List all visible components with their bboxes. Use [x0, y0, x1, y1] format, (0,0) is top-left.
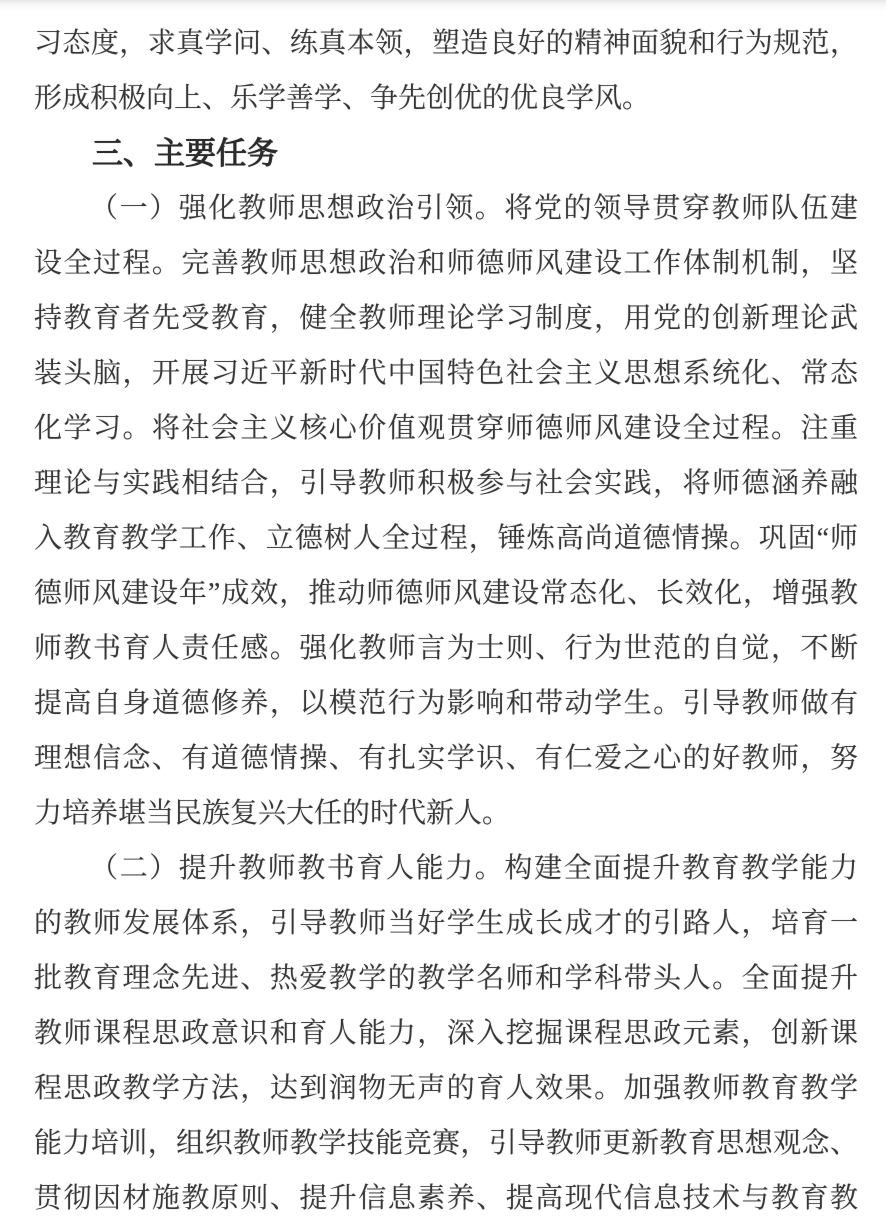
- text-line: 理想信念、有道德情操、有扎实学识、有仁爱之心的好教师，努: [34, 743, 858, 774]
- text-line: 师教书育人责任感。强化教师言为士则、行为世范的自觉，不断: [34, 633, 858, 664]
- text-line: 提高自身道德修养，以模范行为影响和带动学生。引导教师做有: [34, 688, 858, 719]
- text-line: （一）强化教师思想政治引领。将党的领导贯穿教师队伍建: [90, 193, 858, 224]
- text-line: （二）提升教师教书育人能力。构建全面提升教育教学能力: [90, 853, 858, 884]
- text-line: 设全过程。完善教师思想政治和师德师风建设工作体制机制，坚: [34, 248, 858, 279]
- text-line: 程思政教学方法，达到润物无声的育人效果。加强教师教育教学: [34, 1073, 858, 1104]
- text-line: 装头脑，开展习近平新时代中国特色社会主义思想系统化、常态: [34, 358, 858, 389]
- text-line: 化学习。将社会主义核心价值观贯穿师德师风建设全过程。注重: [34, 413, 858, 444]
- text-line: 力培养堪当民族复兴大任的时代新人。: [34, 798, 511, 829]
- text-line: 批教育理念先进、热爱教学的教学名师和学科带头人。全面提升: [34, 963, 858, 994]
- text-line: 教师课程思政意识和育人能力，深入挖掘课程思政元素，创新课: [34, 1018, 858, 1049]
- text-line: 能力培训，组织教师教学技能竞赛，引导教师更新教育思想观念、: [34, 1128, 858, 1159]
- section-heading: 三、主要任务: [92, 136, 278, 171]
- text-line: 持教育者先受教育，健全教师理论学习制度，用党的创新理论武: [34, 303, 858, 334]
- text-line: 习态度，求真学问、练真本领，塑造良好的精神面貌和行为规范，: [34, 28, 858, 59]
- text-line: 德师风建设年”成效，推动师德师风建设常态化、长效化，增强教: [34, 578, 858, 609]
- text-line: 形成积极向上、乐学善学、争先创优的优良学风。: [34, 83, 651, 114]
- text-line: 的教师发展体系，引导教师当好学生成长成才的引路人，培育一: [34, 908, 858, 939]
- text-line: 理论与实践相结合，引导教师积极参与社会实践，将师德涵养融: [34, 468, 858, 499]
- text-line: 入教育教学工作、立德树人全过程，锤炼高尚道德情操。巩固“师: [34, 523, 858, 554]
- text-line: 贯彻因材施教原则、提升信息素养、提高现代信息技术与教育教: [34, 1183, 858, 1214]
